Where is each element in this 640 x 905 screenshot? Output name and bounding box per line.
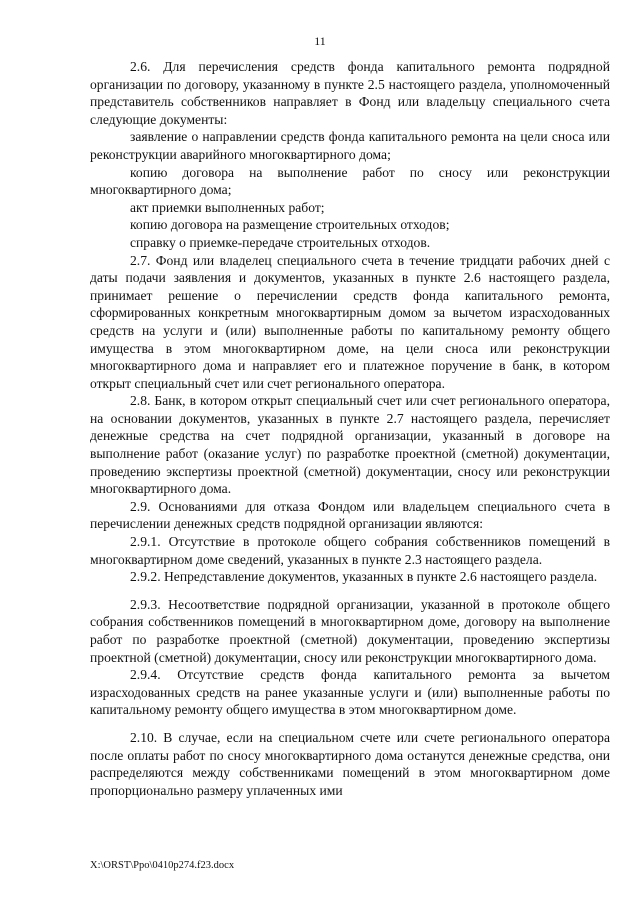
document-body	[90, 58, 610, 799]
paragraph-2-9-4: 2.9.4. Отсутствие средств фонда капитального ремонта за вычетом израсходованных средств на ранее указанные услуги и (или) выполненные работы по капитальному ремонту общего имущества в этом многоквартирном доме.	[90, 667, 610, 718]
paragraph-2-8: 2.8. Банк, в котором открыт специальный счет или счет регионального оператора, на основании документов, указанных в пункте 2.7 настоящего раздела, перечисляет денежные средства на счет подрядной организации, указанный в договоре на выполнение работ (оказание услуг) по разработке проектной (сметной) документации, проведению экспертизы проектной (сметной) документации, сносу или реконструкции многоквартирного дома.	[90, 393, 610, 497]
paragraph-2-9: 2.9. Основаниями для отказа Фондом или владельцем специального счета в перечислении денежных средств подрядной организации являются:	[90, 498, 610, 532]
paragraph-2-6: 2.6. Для перечисления средств фонда капитального ремонта подрядной организации по договору, указанному в пункте 2.5 настоящего раздела, уполномоченный представитель собственников направляет в Фонд или владельцу специального счета следующие документы:	[90, 59, 610, 127]
paragraph-2-9-1: 2.9.1. Отсутствие в протоколе общего собрания собственников помещений в многоквартирном доме сведений, указанных в пункте 2.3 настоящего раздела.	[90, 534, 610, 567]
paragraph-2-7: 2.7. Фонд или владелец специального счета в течение тридцати рабочих дней с даты подачи заявления и документов, указанных в пункте 2.6 настоящего раздела, принимает решение о перечислении средств фонда капитального ремонта, сформированных конкретным многоквартирным домом за вычетом израсходованных средств на услуги и (или) выполненные работы по капитальному ремонту общего имущества в этом многоквартирном доме, на цели сноса или реконструкции многоквартирного дома и направляет его и платежное поручение в банк, в котором открыт специальный счет или счет регионального оператора.	[90, 252, 610, 391]
paragraph-2-9-3: 2.9.3. Несоответствие подрядной организации, указанной в протоколе общего собрания собственников помещений в многоквартирном доме, договору на выполнение работ по разработке проектной (сметной) документации, проведению экспертизы проектной (сметной) документации, сносу или реконструкции многоквартирного дома.	[90, 596, 610, 665]
list-item-waste-contract: копию договора на размещение строительных отходов;	[130, 217, 450, 233]
page-number: 11	[314, 34, 326, 48]
paragraph-2-9-2: 2.9.2. Непредставление документов, указанных в пункте 2.6 настоящего раздела.	[130, 569, 598, 585]
list-item-waste-certificate: справку о приемке-передаче строительных отходов.	[130, 234, 431, 250]
file-path-footer: X:\ORST\Ppo\0410p274.f23.docx	[90, 860, 235, 871]
paragraph-2-10: 2.10. В случае, если на специальном счете или счете регионального оператора после оплаты работ по сносу многоквартирного дома останутся денежные средства, они распределяются между собственниками помещений в этом многоквартирном доме пропорционально размеру уплаченных ими	[90, 729, 610, 798]
list-item-application: заявление о направлении средств фонда капитального ремонта на цели сноса или реконструкции аварийного многоквартирного дома;	[90, 129, 610, 162]
list-item-contract-copy: копию договора на выполнение работ по сносу или реконструкции многоквартирного дома;	[90, 164, 610, 198]
list-item-acceptance-act: акт приемки выполненных работ;	[130, 199, 325, 215]
